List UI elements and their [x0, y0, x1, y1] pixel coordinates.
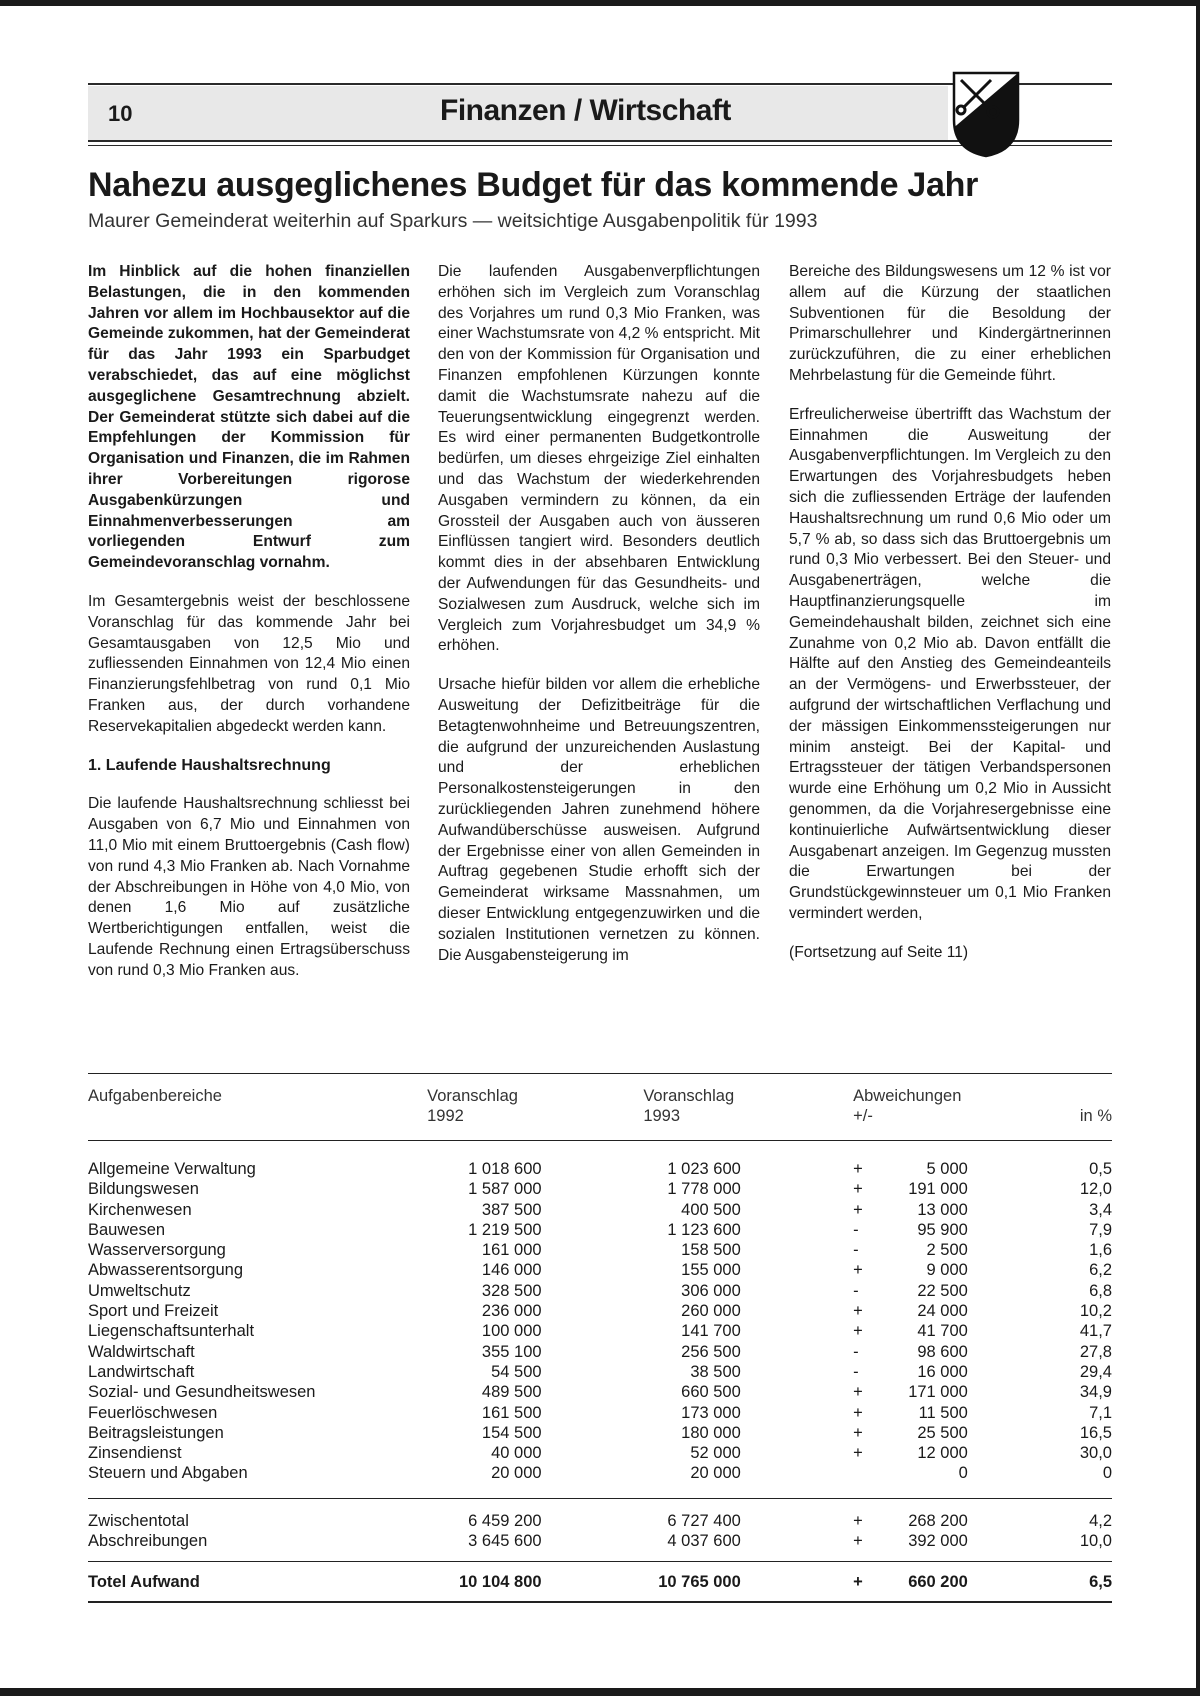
row-deviation-sign: +: [853, 1322, 863, 1341]
row-percent: 27,8: [1079, 1342, 1112, 1361]
row-value-1993: 6 727 400: [667, 1511, 741, 1530]
table-row: [88, 1179, 1112, 1199]
lead-paragraph: Im Hinblick auf die hohen finanziellen Belastungen, die in den kommenden Jahren vor allem im Hochbausektor auf die Gemeinde zukommen, hat der Gemeinderat für das Jahr 1993 ein Sparbudget verabschiedet, das auf eine möglichst ausgeglichene Gesamtrechnung abzielt. Der Gemeinderat stützte sich dabei auf die Empfehlungen der Kommission für Organisation und Finanzen, die im Rahmen ihrer Vorbereitungen rigorose Ausgabenkürzungen und Einnahmenverbesserungen am vorliegenden Entwurf zum Gemeindevoranschlag vornahm.: [88, 263, 410, 572]
row-deviation: 16 000: [917, 1362, 968, 1381]
table-row: [88, 1382, 1112, 1402]
row-percent: 41,7: [1079, 1322, 1112, 1341]
row-area: Wasserversorgung: [88, 1241, 226, 1260]
row-percent: 0,5: [1089, 1160, 1112, 1178]
row-area: Umweltschutz: [88, 1281, 191, 1300]
table-row: [88, 1562, 1112, 1602]
table-row: [88, 1443, 1112, 1463]
row-value-1992: 146 000: [481, 1261, 542, 1280]
row-deviation: 13 000: [917, 1200, 968, 1219]
row-value-1993: 1 778 000: [667, 1180, 741, 1199]
row-percent: 29,4: [1079, 1362, 1112, 1381]
row-area: Liegenschaftsunterhalt: [88, 1322, 255, 1341]
section-title: Finanzen / Wirtschaft: [440, 94, 731, 127]
row-deviation: 660 200: [908, 1573, 968, 1592]
row-deviation-sign: +: [853, 1302, 863, 1321]
table-row: [88, 1423, 1112, 1443]
row-deviation-sign: +: [853, 1573, 863, 1592]
row-deviation: 2 500: [926, 1241, 968, 1260]
row-deviation: 22 500: [917, 1281, 968, 1300]
table-row: [88, 1463, 1112, 1498]
row-deviation: 41 700: [917, 1322, 968, 1341]
row-area: Totel Aufwand: [88, 1573, 200, 1592]
row-value-1992: 161 500: [481, 1403, 542, 1422]
row-value-1992: 1 587 000: [468, 1180, 542, 1199]
row-value-1992: 10 104 800: [458, 1573, 542, 1592]
row-area: Waldwirtschaft: [88, 1342, 195, 1361]
row-area: Feuerlöschwesen: [88, 1403, 218, 1422]
table-row: [88, 1200, 1112, 1220]
budget-table: [88, 1073, 1112, 1603]
col-header-percent: in %: [1079, 1107, 1112, 1125]
row-area: Beitragsleistungen: [88, 1423, 224, 1442]
table-row: [88, 1260, 1112, 1280]
column-1: [88, 262, 410, 1000]
row-percent: 6,5: [1089, 1573, 1112, 1592]
row-value-1993: 1 123 600: [667, 1220, 741, 1239]
row-value-1993: 155 000: [681, 1261, 741, 1280]
table-row: [88, 1281, 1112, 1301]
paragraph: Bereiche des Bildungswesens um 12 % ist vor allem auf die Kürzung der staatlichen Subventionen für die Besoldung der Primarschullehrer und Kindergärtnerinnen zurückzuführen, die zu einer erheblichen Mehrbelastung für die Gemeinde führt.: [789, 263, 1111, 384]
row-value-1992: 54 500: [491, 1362, 542, 1381]
row-value-1992: 20 000: [491, 1464, 542, 1483]
table-row: [88, 1403, 1112, 1423]
row-deviation-sign: -: [853, 1220, 859, 1239]
row-value-1993: 306 000: [681, 1281, 741, 1300]
page-frame-right: [1196, 0, 1200, 1696]
row-deviation: 191 000: [908, 1180, 968, 1199]
row-area: Zwischentotal: [88, 1511, 189, 1530]
row-deviation: 268 200: [908, 1511, 968, 1530]
row-percent: 4,2: [1089, 1511, 1112, 1530]
row-deviation-sign: -: [853, 1342, 859, 1361]
row-deviation-sign: [853, 1463, 891, 1498]
paragraph: Die laufenden Ausgabenverpflichtungen erhöhen sich im Vergleich zum Voranschlag des Vorjahres um rund 0,3 Mio Franken, was einer Wachstumsrate von 4,2 % entspricht. Mit den von der Kommission für Organisation und Finanzen empfohlenen Kürzungen konnte damit die Wachstumsrate nahezu auf die Teuerungsentwicklung eingegrenzt werden. Es wird einer permanenten Budgetkontrolle bedürfen, um dieses ehrgeizige Ziel einhalten und das Wachstum der wiederkehrenden Ausgaben vermindern zu können, da ein Grossteil der Ausgaben auch von äusseren Einflüssen tangiert wird. Besonders deutlich kommt dies in der absehbaren Entwicklung der Aufwendungen für das Gesundheits- und Sozialwesen zum Ausdruck, welche sich im Vergleich zum Vorjahresbudget um 34,9 % erhöhen.: [438, 263, 760, 655]
row-deviation: 171 000: [908, 1383, 968, 1402]
col-header-area: Aufgabenbereiche: [88, 1087, 222, 1105]
row-value-1993: 10 765 000: [658, 1573, 741, 1592]
row-value-1993: 52 000: [690, 1444, 741, 1463]
row-value-1993: 256 500: [681, 1342, 741, 1361]
row-deviation-sign: +: [853, 1160, 863, 1178]
row-value-1993: 1 023 600: [667, 1160, 741, 1178]
row-value-1993: 180 000: [681, 1423, 741, 1442]
row-percent: 0: [1102, 1464, 1112, 1483]
row-value-1992: 1 219 500: [468, 1220, 542, 1239]
row-deviation-sign: -: [853, 1241, 859, 1260]
table-row: [88, 1301, 1112, 1321]
row-percent: 3,4: [1089, 1200, 1112, 1219]
paragraph: Ursache hiefür bilden vor allem die erhebliche Ausweitung der Defizitbeiträge für die Betagtenwohnheime und Betreuungszentren, die aufgrund der unzureichenden Auslastung und der erheblichen Personalkostensteigerungen in den zurückliegenden Jahren zunehmend höhere Aufwandüberschüsse ausweisen. Aufgrund der Ergebnisse einer von allen Gemeinden in Auftrag gegebenen Studie erhofft sich der Gemeinderat wirksame Massnahmen, um dieser Entwicklung entgegenzuwirken und die sozialen Institutionen vernetzen zu können. Die Ausgabensteigerung im: [438, 676, 760, 964]
row-value-1993: 173 000: [681, 1403, 741, 1422]
row-percent: 6,8: [1089, 1281, 1112, 1300]
row-value-1992: 3 645 600: [468, 1532, 542, 1551]
col-header-deviation: Abweichungen +/-: [853, 1087, 962, 1125]
row-area: Sozial- und Gesundheitswesen: [88, 1383, 316, 1402]
col-header-1992: Voranschlag 1992: [427, 1087, 518, 1125]
row-deviation: 25 500: [917, 1423, 968, 1442]
col-header-1993: Voranschlag 1993: [643, 1087, 735, 1125]
row-value-1993: 400 500: [681, 1200, 741, 1219]
table-header-row: [88, 1074, 1112, 1141]
section-heading: 1. Laufende Haushaltsrechnung: [88, 756, 331, 774]
row-value-1993: 4 037 600: [667, 1532, 741, 1551]
table-row: [88, 1321, 1112, 1341]
page-frame-bottom: [0, 1688, 1200, 1696]
row-deviation-sign: +: [853, 1511, 863, 1530]
table-row: [88, 1220, 1112, 1240]
table-row: [88, 1141, 1112, 1180]
page-number: 10: [108, 101, 133, 126]
row-deviation-sign: +: [853, 1261, 863, 1280]
row-percent: 7,9: [1089, 1220, 1112, 1239]
row-deviation: 24 000: [917, 1302, 968, 1321]
row-value-1992: 387 500: [481, 1200, 542, 1219]
row-area: Bauwesen: [88, 1220, 166, 1239]
article-title: Nahezu ausgeglichenes Budget für das kommende Jahr: [88, 166, 979, 204]
row-area: Sport und Freizeit: [88, 1302, 219, 1321]
row-value-1992: 328 500: [481, 1281, 542, 1300]
row-percent: 34,9: [1079, 1383, 1112, 1402]
row-value-1992: 161 000: [481, 1241, 542, 1260]
row-value-1993: 20 000: [690, 1464, 741, 1483]
page-frame-top: [0, 0, 1200, 6]
row-value-1993: 260 000: [681, 1302, 741, 1321]
column-3: [789, 262, 1111, 982]
row-value-1992: 236 000: [481, 1302, 542, 1321]
article-subtitle: Maurer Gemeinderat weiterhin auf Sparkurs — weitsichtige Ausgabenpolitik für 1993: [88, 210, 818, 232]
row-value-1992: 100 000: [481, 1322, 542, 1341]
continuation-note: (Fortsetzung auf Seite 11): [789, 943, 969, 961]
row-deviation: 95 900: [917, 1220, 968, 1239]
table-row: [88, 1362, 1112, 1382]
row-percent: 10,0: [1079, 1532, 1112, 1551]
row-value-1993: 660 500: [681, 1383, 741, 1402]
row-deviation-sign: +: [853, 1200, 863, 1219]
row-deviation-sign: +: [853, 1423, 863, 1442]
row-deviation-sign: -: [853, 1281, 859, 1300]
row-deviation-sign: +: [853, 1444, 863, 1463]
row-deviation: 0: [958, 1464, 968, 1483]
row-value-1992: 355 100: [481, 1342, 542, 1361]
row-value-1992: 154 500: [481, 1423, 542, 1442]
row-area: Abschreibungen: [88, 1532, 208, 1551]
row-percent: 6,2: [1089, 1261, 1112, 1280]
table-row: [88, 1342, 1112, 1362]
row-deviation: 11 500: [918, 1403, 968, 1422]
row-percent: 16,5: [1079, 1423, 1112, 1442]
row-deviation: 392 000: [908, 1532, 968, 1551]
table-row: [88, 1240, 1112, 1260]
paragraph: Im Gesamtergebnis weist der beschlossene Voranschlag für das kommende Jahr bei Gesamtausgaben von 12,5 Mio und zufliessenden Einnahmen von 12,4 Mio einen Finanzierungsfehlbetrag von rund 0,1 Mio Franken aus, der durch vorhandene Reservekapitalien abgedeckt werden kann.: [88, 592, 410, 735]
row-value-1992: 489 500: [481, 1383, 542, 1402]
row-area: Steuern und Abgaben: [88, 1464, 248, 1483]
row-value-1992: 40 000: [491, 1444, 542, 1463]
row-percent: 10,2: [1079, 1302, 1112, 1321]
row-value-1993: 158 500: [681, 1241, 741, 1260]
row-deviation-sign: +: [853, 1180, 863, 1199]
coat-of-arms-icon: [951, 70, 1021, 158]
row-percent: 30,0: [1079, 1444, 1112, 1463]
row-deviation: 5 000: [926, 1160, 968, 1178]
row-percent: 1,6: [1089, 1241, 1112, 1260]
row-value-1993: 141 700: [681, 1322, 741, 1341]
row-value-1992: 6 459 200: [468, 1511, 542, 1530]
row-area: Landwirtschaft: [88, 1362, 195, 1381]
table-row: [88, 1498, 1112, 1531]
row-deviation-sign: -: [853, 1362, 859, 1381]
row-area: Zinsendienst: [88, 1444, 182, 1463]
row-area: Abwasserentsorgung: [88, 1261, 244, 1280]
row-deviation-sign: +: [853, 1403, 863, 1422]
paragraph: Die laufende Haushaltsrechnung schliesst bei Ausgaben von 6,7 Mio und Einnahmen von 11,0 Mio mit einem Bruttoergebnis (Cash flow) von rund 4,3 Mio Franken ab. Nach Vornahme der Abschreibungen in Höhe von 4,0 Mio, von denen 1,6 Mio auf zusätzliche Wertberichtigungen entfallen, weist die Laufende Rechnung einen Ertragsüberschuss von rund 0,3 Mio Franken aus.: [88, 795, 410, 979]
table-row: [88, 1531, 1112, 1562]
row-deviation: 9 000: [926, 1261, 968, 1280]
row-deviation-sign: +: [853, 1383, 863, 1402]
row-area: Bildungswesen: [88, 1180, 199, 1199]
row-area: Allgemeine Verwaltung: [88, 1160, 256, 1178]
paragraph: Erfreulicherweise übertrifft das Wachstum der Einnahmen die Ausweitung der Ausgabenverpflichtungen. Im Vergleich zu den Erwartungen des Vorjahresbudgets heben sich die zufliessenden Erträge der laufenden Haushaltsrechnung um rund 0,6 Mio oder um 5,7 % ab, so dass sich das Bruttoergebnis um rund 0,3 Mio verbessert. Bei den Steuer- und Ausgabenerträgen, welche die Hauptfinanzierungsquelle im Gemeindehaushalt bilden, zeichnet sich eine Zunahme von 0,2 Mio ab. Davon entfällt die Hälfte auf den Anstieg des Gemeindeanteils an der Vermögens- und Erwerbssteuer, der aufgrund der wirtschaftlichen Verflachung und der mässigen Einkommenssteigerungen nur minim ansteigt. Bei der Kapital- und Ertragssteuer der tätigen Verbandspersonen wurde eine Erhöhung um 0,2 Mio in Aussicht genommen, da die Vorjahresergebnisse eine kontinuierliche Aufwärtsentwicklung dieser Ausgabenart anzeigen. Im Gegenzug mussten die Erwartungen bei der Grundstückgewinnsteuer um 0,1 Mio Franken vermindert werden,: [789, 405, 1111, 922]
row-deviation: 12 000: [917, 1444, 968, 1463]
row-area: Kirchenwesen: [88, 1200, 192, 1219]
row-deviation-sign: +: [853, 1532, 863, 1551]
row-value-1992: 1 018 600: [468, 1160, 542, 1178]
row-percent: 7,1: [1089, 1403, 1112, 1422]
row-percent: 12,0: [1079, 1180, 1112, 1199]
column-2: [438, 262, 760, 984]
row-value-1993: 38 500: [690, 1362, 741, 1381]
row-deviation: 98 600: [917, 1342, 968, 1361]
